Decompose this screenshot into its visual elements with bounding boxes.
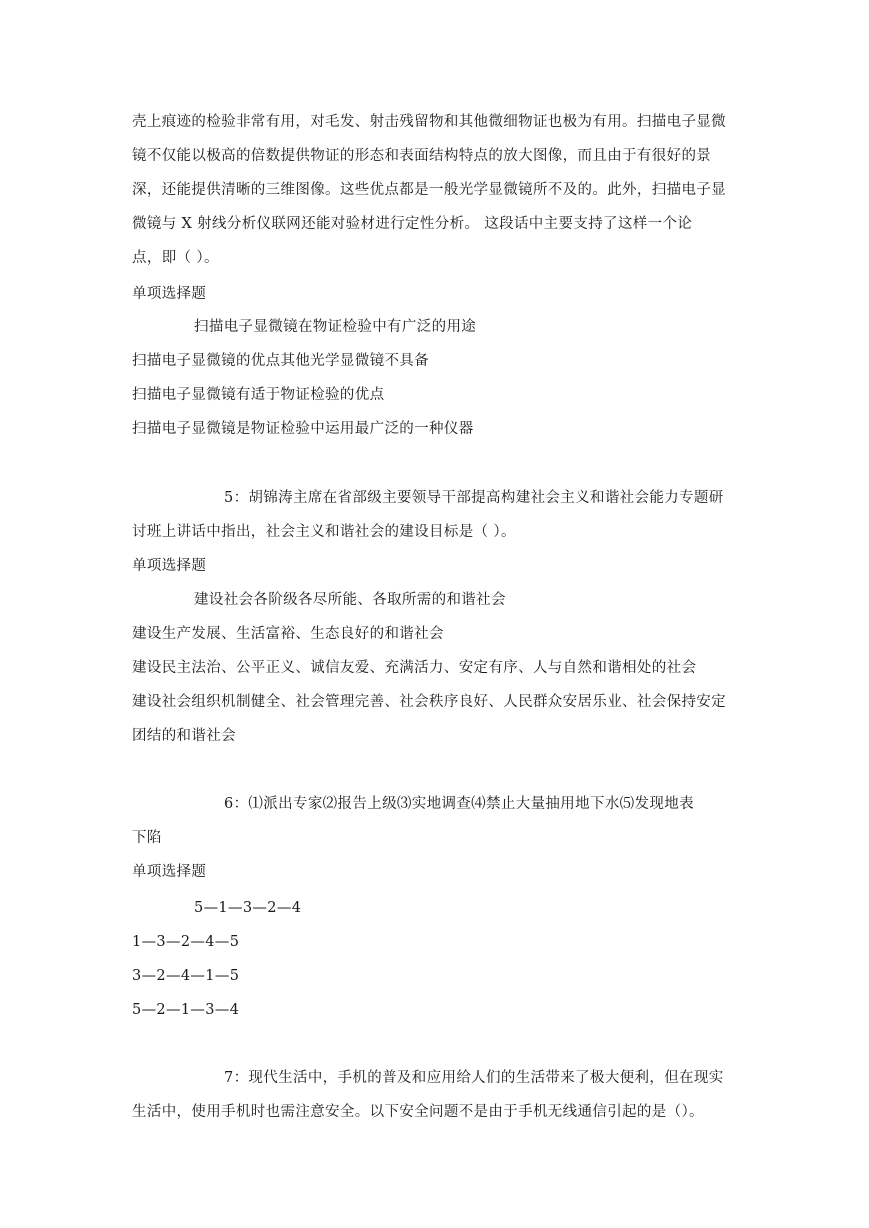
q5-option: 建设社会各阶级各尽所能、各取所需的和谐社会: [194, 592, 506, 608]
q6-option: 5—2—1—3—4: [132, 1002, 240, 1018]
q7-stem-line: 生活中，使用手机时也需注意安全。以下安全问题不是由于手机无线通信引起的是（）。: [132, 1104, 704, 1120]
q5-question-type: 单项选择题: [132, 558, 207, 574]
q5-option-continued: 团结的和谐社会: [132, 728, 236, 744]
q6-option: 5—1—3—2—4: [194, 900, 302, 916]
q4-option: 扫描电子显微镜的优点其他光学显微镜不具备: [132, 353, 429, 369]
q4-question-type: 单项选择题: [132, 286, 207, 302]
q6-question-type: 单项选择题: [132, 864, 207, 880]
q6-stem-line: 6：⑴派出专家⑵报告上级⑶实地调查⑷禁止大量抽用地下水⑸发现地表: [224, 796, 694, 812]
q4-stem-line: 深，还能提供清晰的三维图像。这些优点都是一般光学显微镜所不及的。此外，扫描电子显: [132, 182, 726, 198]
q4-stem-line: 镜不仅能以极高的倍数提供物证的形态和表面结构特点的放大图像，而且由于有很好的景: [132, 148, 712, 164]
q4-stem-line: 微镜与 X 射线分析仪联网还能对验材进行定性分析。 这段话中主要支持了这样一个论: [132, 216, 693, 232]
q5-option: 建设民主法治、公平正义、诚信友爱、充满活力、安定有序、人与自然和谐相处的社会: [132, 660, 697, 676]
q6-stem-line: 下陷: [132, 830, 162, 846]
q5-option: 建设社会组织机制健全、社会管理完善、社会秩序良好、人民群众安居乐业、社会保持安定: [132, 694, 726, 710]
q4-option: 扫描电子显微镜在物证检验中有广泛的用途: [194, 319, 477, 335]
q4-stem-line: 壳上痕迹的检验非常有用，对毛发、射击残留物和其他微细物证也极为有用。扫描电子显微: [132, 114, 726, 130]
q4-option: 扫描电子显微镜有适于物证检验的优点: [132, 387, 385, 403]
q6-option: 3—2—4—1—5: [132, 968, 240, 984]
q7-stem-line: 7：现代生活中，手机的普及和应用给人们的生活带来了极大便利，但在现实: [224, 1070, 724, 1086]
q4-option: 扫描电子显微镜是物证检验中运用最广泛的一种仪器: [132, 421, 474, 437]
q5-option: 建设生产发展、生活富裕、生态良好的和谐社会: [132, 626, 444, 642]
q6-option: 1—3—2—4—5: [132, 934, 240, 950]
q5-stem-line: 讨班上讲话中指出，社会主义和谐社会的建设目标是（ ）。: [132, 524, 516, 540]
q5-stem-line: 5：胡锦涛主席在省部级主要领导干部提高构建社会主义和谐社会能力专题研: [224, 490, 724, 506]
q4-stem-line: 点，即（ ）。: [132, 250, 219, 266]
